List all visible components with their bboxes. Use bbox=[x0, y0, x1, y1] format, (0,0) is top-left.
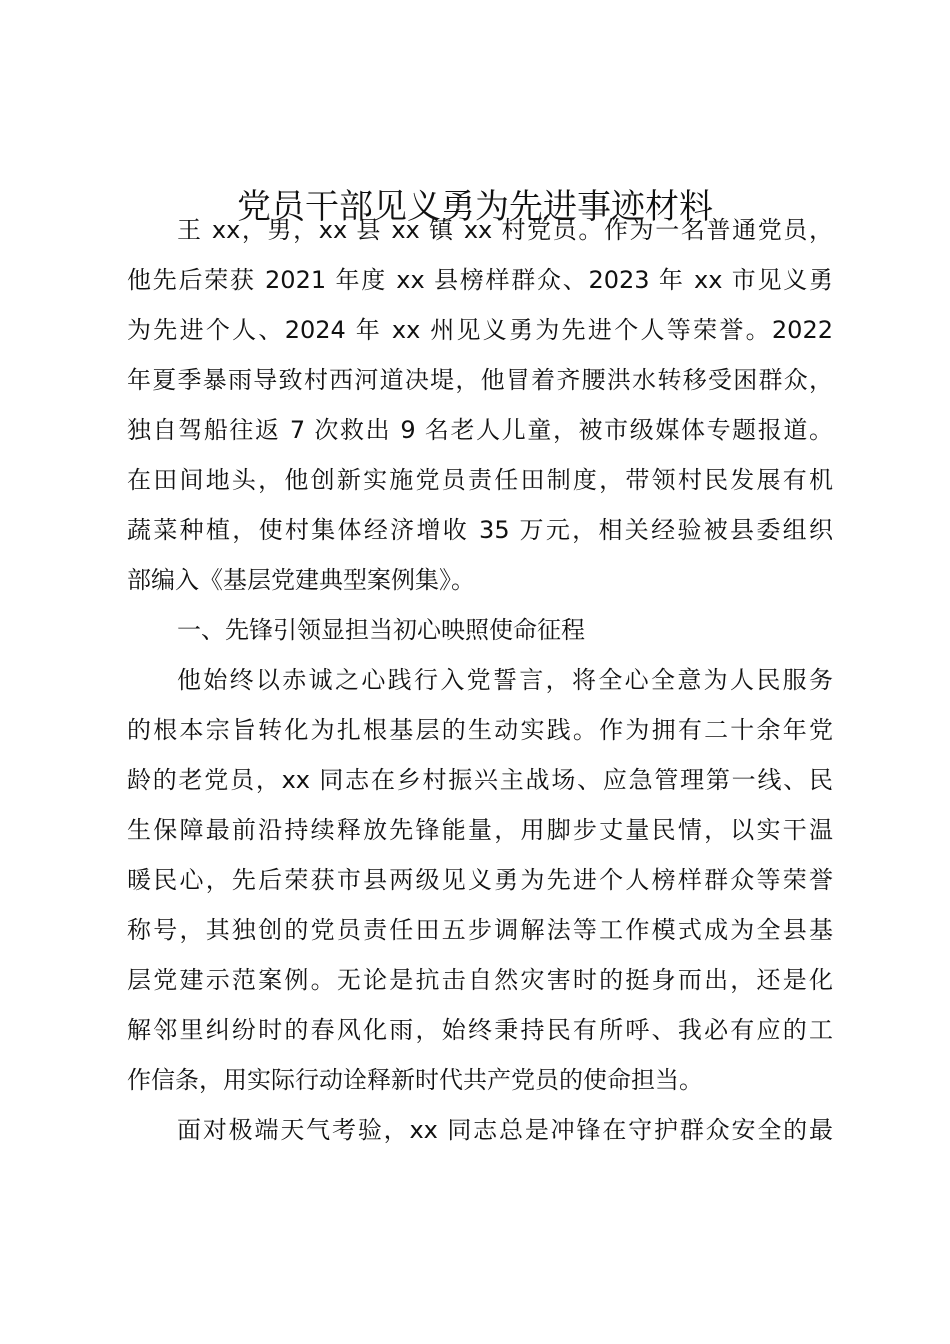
section-1-paragraph-1 bbox=[127, 655, 833, 1105]
text-line: 称号，其独创的党员责任田五步调解法等工作模式成为全县基 bbox=[127, 916, 833, 944]
text-line: 蔬菜种植，使村集体经济增收 35 万元，相关经验被县委组织 bbox=[127, 516, 833, 544]
text-line: 他先后荣获 2021 年度 xx 县榜样群众、2023 年 xx 市见义勇 bbox=[127, 266, 833, 294]
text-line: 的根本宗旨转化为扎根基层的生动实践。作为拥有二十余年党 bbox=[127, 716, 833, 744]
section-1-paragraph-2 bbox=[127, 1105, 833, 1155]
document-title: 党员干部见义勇为先进事迹材料 bbox=[237, 187, 713, 227]
section-heading-1 bbox=[127, 605, 833, 655]
text-line: 层党建示范案例。无论是抗击自然灾害时的挺身而出，还是化 bbox=[127, 966, 833, 994]
text-line: 为先进个人、2024 年 xx 州见义勇为先进个人等荣誉。2022 bbox=[127, 316, 833, 344]
text-line: 解邻里纠纷时的春风化雨，始终秉持民有所呼、我必有应的工 bbox=[127, 1016, 833, 1044]
text-line: 王 xx，男，xx 县 xx 镇 xx 村党员。作为一名普通党员， bbox=[177, 216, 833, 244]
text-line: 龄的老党员，xx 同志在乡村振兴主战场、应急管理第一线、民 bbox=[127, 766, 833, 794]
text-line: 年夏季暴雨导致村西河道决堤，他冒着齐腰洪水转移受困群众， bbox=[127, 366, 833, 394]
text-line: 在田间地头，他创新实施党员责任田制度，带领村民发展有机 bbox=[127, 466, 833, 494]
text-line: 面对极端天气考验，xx 同志总是冲锋在守护群众安全的最 bbox=[177, 1116, 833, 1144]
text-line: 暖民心，先后荣获市县两级见义勇为先进个人榜样群众等荣誉 bbox=[127, 866, 833, 894]
text-line: 他始终以赤诚之心践行入党誓言，将全心全意为人民服务 bbox=[177, 666, 833, 694]
text-line: 生保障最前沿持续释放先锋能量，用脚步丈量民情，以实干温 bbox=[127, 816, 833, 844]
text-line: 部编入《基层党建典型案例集》。 bbox=[127, 566, 475, 594]
document-body bbox=[127, 205, 833, 1155]
text-line: 一、先锋引领显担当初心映照使命征程 bbox=[177, 616, 585, 644]
text-line: 作信条，用实际行动诠释新时代共产党员的使命担当。 bbox=[127, 1066, 703, 1094]
intro-paragraph bbox=[127, 205, 833, 605]
text-line: 独自驾船往返 7 次救出 9 名老人儿童，被市级媒体专题报道。 bbox=[127, 416, 833, 444]
